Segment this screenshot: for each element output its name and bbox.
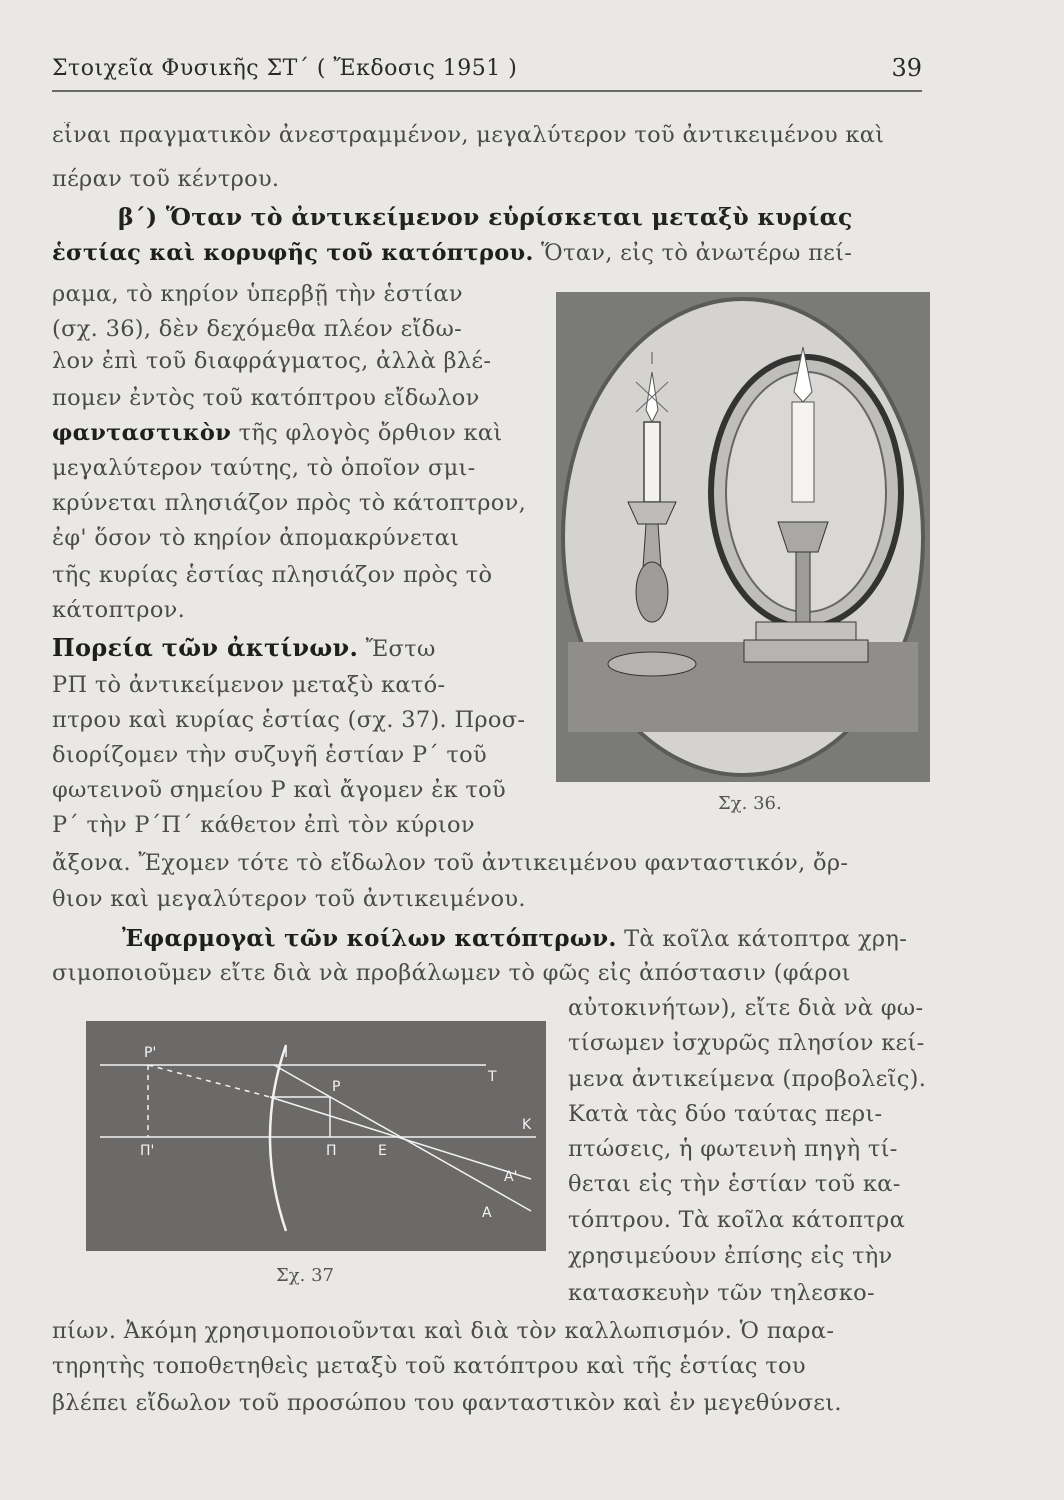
text-line: πτρου καὶ κυρίας ἑστίας (σχ. 37). Προσ- xyxy=(52,707,526,733)
text-line: τηρητὴς τοποθετηθεὶς μεταξὺ τοῦ κατόπτρου καὶ τῆς ἑστίας του xyxy=(52,1353,806,1379)
text-line xyxy=(52,240,932,266)
label-i: I xyxy=(284,1045,289,1061)
section-heading-applications: Ἐφαρμογαὶ τῶν κοίλων κατόπτρων. xyxy=(122,925,617,952)
figure-37-illustration xyxy=(86,1021,546,1251)
label-a: A xyxy=(482,1205,492,1221)
text-line: τόπτρου. Τὰ κοῖλα κάτοπτρα xyxy=(568,1207,906,1233)
text-line: τῆς κυρίας ἑστίας πλησιάζον πρὸς τὸ xyxy=(52,562,493,588)
text-line: (σχ. 36), δὲν δεχόμεθα πλέον εἴδω- xyxy=(52,316,463,342)
figure-36-candle-mirror xyxy=(556,292,930,782)
text-line: τίσωμεν ἰσχυρῶς πλησίον κεί- xyxy=(568,1030,925,1056)
label-pi: Π xyxy=(326,1143,337,1159)
emphasis-word: φανταστικὸν xyxy=(52,420,232,446)
text-line: μεγαλύτερον ταύτης, τὸ ὁποῖον σμι- xyxy=(52,455,476,481)
text-line xyxy=(52,633,532,662)
text-line: αὐτοκινήτων), εἴτε διὰ νὰ φω- xyxy=(568,995,924,1021)
figure-36-illustration xyxy=(556,292,930,782)
text-line: διορίζομεν τὴν συζυγῆ ἑστίαν Ρ΄ τοῦ xyxy=(52,742,488,768)
text-line: πομεν ἐντὸς τοῦ κατόπτρου εἴδωλον xyxy=(52,385,480,411)
label-pi-prime: Π' xyxy=(140,1143,155,1159)
text-fragment: τῆς φλογὸς ὄρθιον καὶ xyxy=(238,420,503,446)
text-line: θιον καὶ μεγαλύτερον τοῦ ἀντικειμένου. xyxy=(52,886,526,912)
text-line: εἶναι πραγματικὸν ἀνεστραμμένον, μεγαλύτερον τοῦ ἀντικειμένου καὶ xyxy=(52,122,885,148)
label-a-prime: A' xyxy=(504,1169,518,1185)
label-t: T xyxy=(488,1069,497,1085)
text-line: ἄξονα. Ἔχομεν τότε τὸ εἴδωλον τοῦ ἀντικειμένου φανταστικόν, ὄρ- xyxy=(52,850,849,876)
text-line: φωτεινοῦ σημείου Ρ καὶ ἄγομεν ἐκ τοῦ xyxy=(52,777,506,803)
text-line: θεται εἰς τὴν ἑστίαν τοῦ κα- xyxy=(568,1171,901,1197)
text-fragment: Ὅταν, εἰς τὸ ἀνωτέρω πεί- xyxy=(541,240,853,266)
page-number: 39 xyxy=(891,54,922,82)
text-line: μενα ἀντικείμενα (προβολεῖς). xyxy=(568,1066,927,1092)
text-line: πίων. Ἀκόμη χρησιμοποιοῦνται καὶ διὰ τὸν καλλωπισμόν. Ὁ παρα- xyxy=(52,1318,835,1344)
text-line xyxy=(122,925,934,952)
running-title: Στοιχεῖα Φυσικῆς ΣΤ΄ ( Ἔκδοσις 1951 ) xyxy=(52,56,518,81)
label-p: P xyxy=(332,1079,341,1095)
text-line: κάτοπτρον. xyxy=(52,597,186,623)
text-line: κρύνεται πλησιάζον πρὸς τὸ κάτοπτρον, xyxy=(52,490,527,516)
text-line: βλέπει εἴδωλον τοῦ προσώπου του φανταστικὸν καὶ ἐν μεγεθύνσει. xyxy=(52,1390,842,1416)
label-e: E xyxy=(378,1143,387,1159)
section-heading-continuation: ἑστίας καὶ κορυφῆς τοῦ κατόπτρου. xyxy=(52,240,534,266)
figure-37-ray-diagram xyxy=(86,1021,546,1251)
text-line: λον ἐπὶ τοῦ διαφράγματος, ἀλλὰ βλέ- xyxy=(52,348,492,374)
text-line: ΡΠ τὸ ἀντικείμενον μεταξὺ κατό- xyxy=(52,672,446,698)
text-line: πτώσεις, ἡ φωτεινὴ πηγὴ τί- xyxy=(568,1136,898,1162)
section-heading: β΄) Ὅταν τὸ ἀντικείμενον εὑρίσκεται μεταξὺ κυρίας xyxy=(118,203,853,231)
text-fragment: Ἔστω xyxy=(365,636,436,662)
figure-36-caption: Σχ. 36. xyxy=(718,793,782,814)
label-p-prime: P' xyxy=(144,1045,157,1061)
text-line: Κατὰ τὰς δύο ταύτας περι- xyxy=(568,1101,883,1127)
text-line xyxy=(52,420,532,446)
text-line: πέραν τοῦ κέντρου. xyxy=(52,166,280,192)
text-line: ἐφ' ὅσον τὸ κηρίον ἀπομακρύνεται xyxy=(52,525,460,551)
text-line: σιμοποιοῦμεν εἴτε διὰ νὰ προβάλωμεν τὸ φῶς εἰς ἀπόστασιν (φάροι xyxy=(52,960,851,986)
text-line: κατασκευὴν τῶν τηλεσκο- xyxy=(568,1280,875,1306)
text-line: Ρ΄ τὴν Ρ΄Π΄ κάθετον ἐπὶ τὸν κύριον xyxy=(52,812,475,838)
text-fragment: Τὰ κοῖλα κάτοπτρα χρη- xyxy=(624,926,908,952)
subsection-heading: Πορεία τῶν ἀκτίνων. xyxy=(52,633,359,662)
figure-37-caption: Σχ. 37 xyxy=(276,1265,334,1286)
text-line: ραμα, τὸ κηρίον ὑπερβῇ τὴν ἑστίαν xyxy=(52,281,463,307)
text-line: χρησιμεύουν ἐπίσης εἰς τὴν xyxy=(568,1243,893,1269)
running-head xyxy=(52,50,922,92)
label-k: K xyxy=(522,1117,532,1133)
